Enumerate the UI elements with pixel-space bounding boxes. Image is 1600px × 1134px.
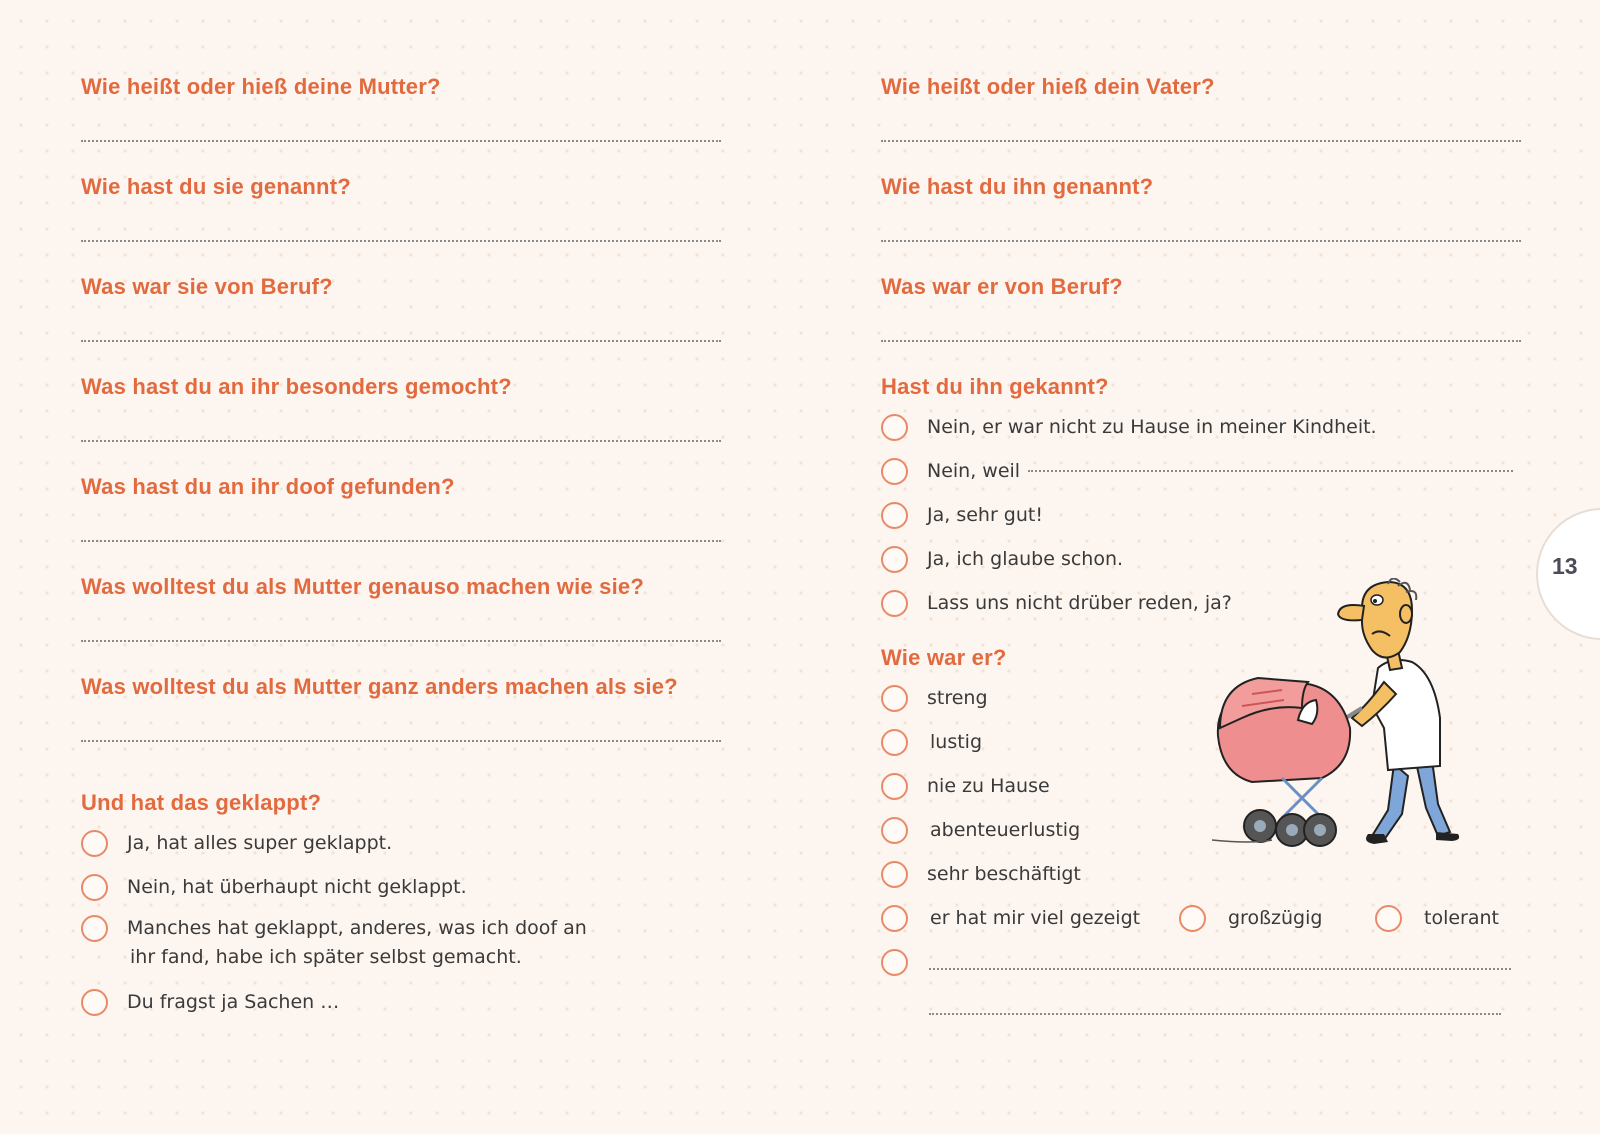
radio-button[interactable] xyxy=(881,546,908,573)
option-viel-gezeigt[interactable] xyxy=(881,902,1140,934)
option-nie-zu-hause[interactable] xyxy=(881,770,1050,802)
answer-line-mother-same[interactable] xyxy=(81,640,721,642)
question-father-nickname: Wie hast du ihn genannt? xyxy=(881,174,1154,199)
radio-button[interactable] xyxy=(881,817,908,844)
option-label: Nein, er war nicht zu Hause in meiner Kindheit. xyxy=(927,416,1377,438)
answer-line-mother-job[interactable] xyxy=(81,340,721,342)
option-label: Ja, ich glaube schon. xyxy=(927,548,1124,570)
answer-line-father-job[interactable] xyxy=(881,340,1521,342)
question-mother-liked: Was hast du an ihr besonders gemocht? xyxy=(81,374,512,399)
option-label: Lass uns nicht drüber reden, ja? xyxy=(927,592,1232,614)
answer-line-father-nickname[interactable] xyxy=(881,240,1521,242)
option-label: Nein, hat überhaupt nicht geklappt. xyxy=(127,876,467,898)
question-mother-name: Wie heißt oder hieß deine Mutter? xyxy=(81,74,441,99)
option-label: Du fragst ja Sachen … xyxy=(127,991,340,1013)
question-mother-same: Was wolltest du als Mutter genauso machen wie sie? xyxy=(81,574,644,599)
answer-line-mother-different[interactable] xyxy=(81,740,721,742)
option-label: streng xyxy=(927,687,988,709)
answer-line-no-because[interactable] xyxy=(1028,470,1513,472)
option-label: Ja, hat alles super geklappt. xyxy=(127,832,393,854)
question-mother-nickname: Wie hast du sie genannt? xyxy=(81,174,351,199)
radio-button[interactable] xyxy=(81,830,108,857)
option-gekannt-no-because[interactable] xyxy=(881,455,1513,487)
option-grosszuegig[interactable] xyxy=(1179,902,1322,934)
radio-button[interactable] xyxy=(1375,905,1402,932)
radio-button[interactable] xyxy=(881,685,908,712)
option-geklappt-no[interactable] xyxy=(81,871,467,903)
radio-button[interactable] xyxy=(881,773,908,800)
answer-line-other-1[interactable] xyxy=(929,968,1511,970)
option-geklappt-yes[interactable] xyxy=(81,827,392,859)
option-label-line-1: Manches hat geklappt, anderes, was ich doof an xyxy=(127,917,587,939)
page-number: 13 xyxy=(1552,553,1578,579)
question-father-name: Wie heißt oder hieß dein Vater? xyxy=(881,74,1215,99)
option-gekannt-not-home[interactable] xyxy=(881,411,1377,443)
option-label xyxy=(127,914,587,972)
radio-button[interactable] xyxy=(881,458,908,485)
question-mother-disliked: Was hast du an ihr doof gefunden? xyxy=(81,474,455,499)
option-geklappt-partly[interactable] xyxy=(81,915,587,972)
option-label: nie zu Hause xyxy=(927,775,1050,797)
option-label: Ja, sehr gut! xyxy=(927,504,1043,526)
option-tolerant[interactable] xyxy=(1375,902,1499,934)
answer-line-other-2[interactable] xyxy=(929,1013,1501,1015)
answer-line-father-name[interactable] xyxy=(881,140,1521,142)
option-other[interactable] xyxy=(881,946,908,978)
question-wie-war-er: Wie war er? xyxy=(881,645,1007,670)
father-with-stroller-illustration xyxy=(1212,578,1477,863)
radio-button[interactable] xyxy=(881,905,908,932)
radio-button[interactable] xyxy=(881,949,908,976)
option-label: Nein, weil xyxy=(927,460,1021,482)
radio-button[interactable] xyxy=(81,989,108,1016)
question-gekannt: Hast du ihn gekannt? xyxy=(881,374,1109,399)
radio-button[interactable] xyxy=(881,861,908,888)
answer-line-mother-name[interactable] xyxy=(81,140,721,142)
option-gekannt-dont-talk[interactable] xyxy=(881,587,1232,619)
answer-line-mother-liked[interactable] xyxy=(81,440,721,442)
radio-button[interactable] xyxy=(81,874,108,901)
radio-button[interactable] xyxy=(881,502,908,529)
option-abenteuerlustig[interactable] xyxy=(881,814,1080,846)
option-sehr-beschaeftigt[interactable] xyxy=(881,858,1081,890)
option-label: großzügig xyxy=(1228,907,1323,929)
answer-line-mother-nickname[interactable] xyxy=(81,240,721,242)
option-lustig[interactable] xyxy=(881,726,982,758)
option-gekannt-very-well[interactable] xyxy=(881,499,1043,531)
question-father-job: Was war er von Beruf? xyxy=(881,274,1123,299)
radio-button[interactable] xyxy=(1179,905,1206,932)
option-label: sehr beschäftigt xyxy=(927,863,1081,885)
radio-button[interactable] xyxy=(81,915,108,942)
option-label: abenteuerlustig xyxy=(930,819,1081,841)
option-label: lustig xyxy=(930,731,983,753)
question-geklappt: Und hat das geklappt? xyxy=(81,790,322,815)
option-label: er hat mir viel gezeigt xyxy=(930,907,1141,929)
option-streng[interactable] xyxy=(881,682,988,714)
radio-button[interactable] xyxy=(881,414,908,441)
answer-line-mother-disliked[interactable] xyxy=(81,540,721,542)
option-label: tolerant xyxy=(1424,907,1499,929)
option-geklappt-questions[interactable] xyxy=(81,986,339,1018)
question-mother-job: Was war sie von Beruf? xyxy=(81,274,333,299)
radio-button[interactable] xyxy=(881,729,908,756)
question-mother-different: Was wolltest du als Mutter ganz anders machen als sie? xyxy=(81,674,678,699)
option-gekannt-think-so[interactable] xyxy=(881,543,1123,575)
radio-button[interactable] xyxy=(881,590,908,617)
option-label-line-2: ihr fand, habe ich später selbst gemacht. xyxy=(130,946,522,968)
